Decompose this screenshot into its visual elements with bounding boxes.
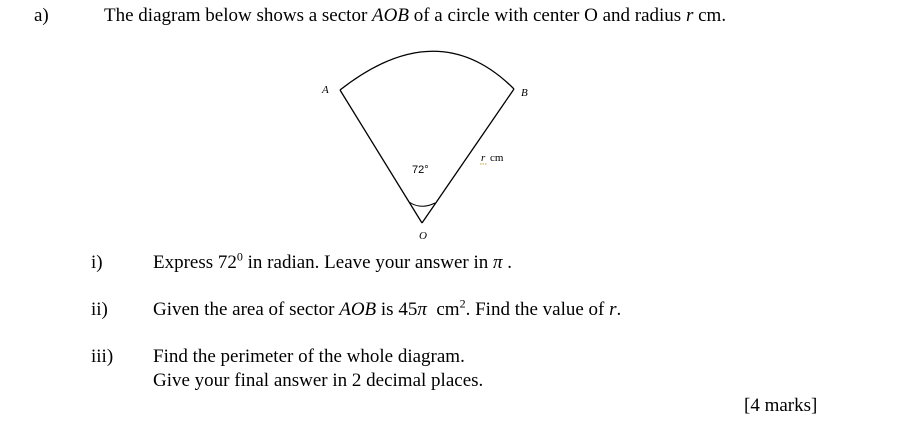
subquestion-text-2 xyxy=(153,296,622,321)
radius-label-unit: cm xyxy=(490,152,504,164)
radius-label-symbol: r xyxy=(481,152,486,164)
label-o: O xyxy=(419,230,427,242)
sector-name: AOB xyxy=(372,5,409,26)
label-a: A xyxy=(322,84,329,96)
angle-arc xyxy=(409,202,435,206)
label-b: B xyxy=(521,87,528,99)
sq2-text-before: Given the area of sector xyxy=(153,299,340,320)
subquestion-text-3-line-2: Give your final answer in 2 decimal places. xyxy=(153,370,484,391)
subquestion-text-3-line-1: Find the perimeter of the whole diagram. xyxy=(153,346,465,367)
sq1-end: . xyxy=(502,252,513,273)
sq2-text-middle: is 45 xyxy=(376,299,418,320)
sector-arc xyxy=(340,51,514,90)
sector-diagram xyxy=(300,45,560,245)
radius-symbol: r xyxy=(685,5,694,26)
sq2-text-after: . Find the value of xyxy=(465,299,610,320)
sq2-sector-name: AOB xyxy=(339,299,377,320)
sq1-text-after: in radian. Leave your answer in xyxy=(242,252,493,273)
part-label: a) xyxy=(34,5,49,26)
sq1-pi: π xyxy=(492,252,503,273)
subquestion-text-1 xyxy=(153,249,513,274)
sq2-unit-sup: 2 xyxy=(459,296,466,311)
intro-text-3: cm. xyxy=(693,5,727,26)
sq2-r: r xyxy=(609,299,617,320)
sq2-unit: cm xyxy=(426,299,460,320)
question-intro xyxy=(104,5,726,27)
intro-text-2: of a circle with center O and radius xyxy=(408,5,686,26)
radius-oa xyxy=(340,90,422,223)
intro-text-1: The diagram below shows a sector xyxy=(104,5,373,26)
sq1-degree-sup: 0 xyxy=(236,249,243,264)
subquestion-number-3: iii) xyxy=(91,346,114,367)
sq1-text-before: Express 72 xyxy=(153,252,237,273)
angle-label: 72° xyxy=(412,164,429,176)
marks-label: [4 marks] xyxy=(744,395,818,416)
subquestion-number-2: ii) xyxy=(91,299,108,320)
sq2-end: . xyxy=(616,299,622,320)
subquestion-number-1: i) xyxy=(91,252,103,273)
sq2-pi: π xyxy=(417,299,427,320)
